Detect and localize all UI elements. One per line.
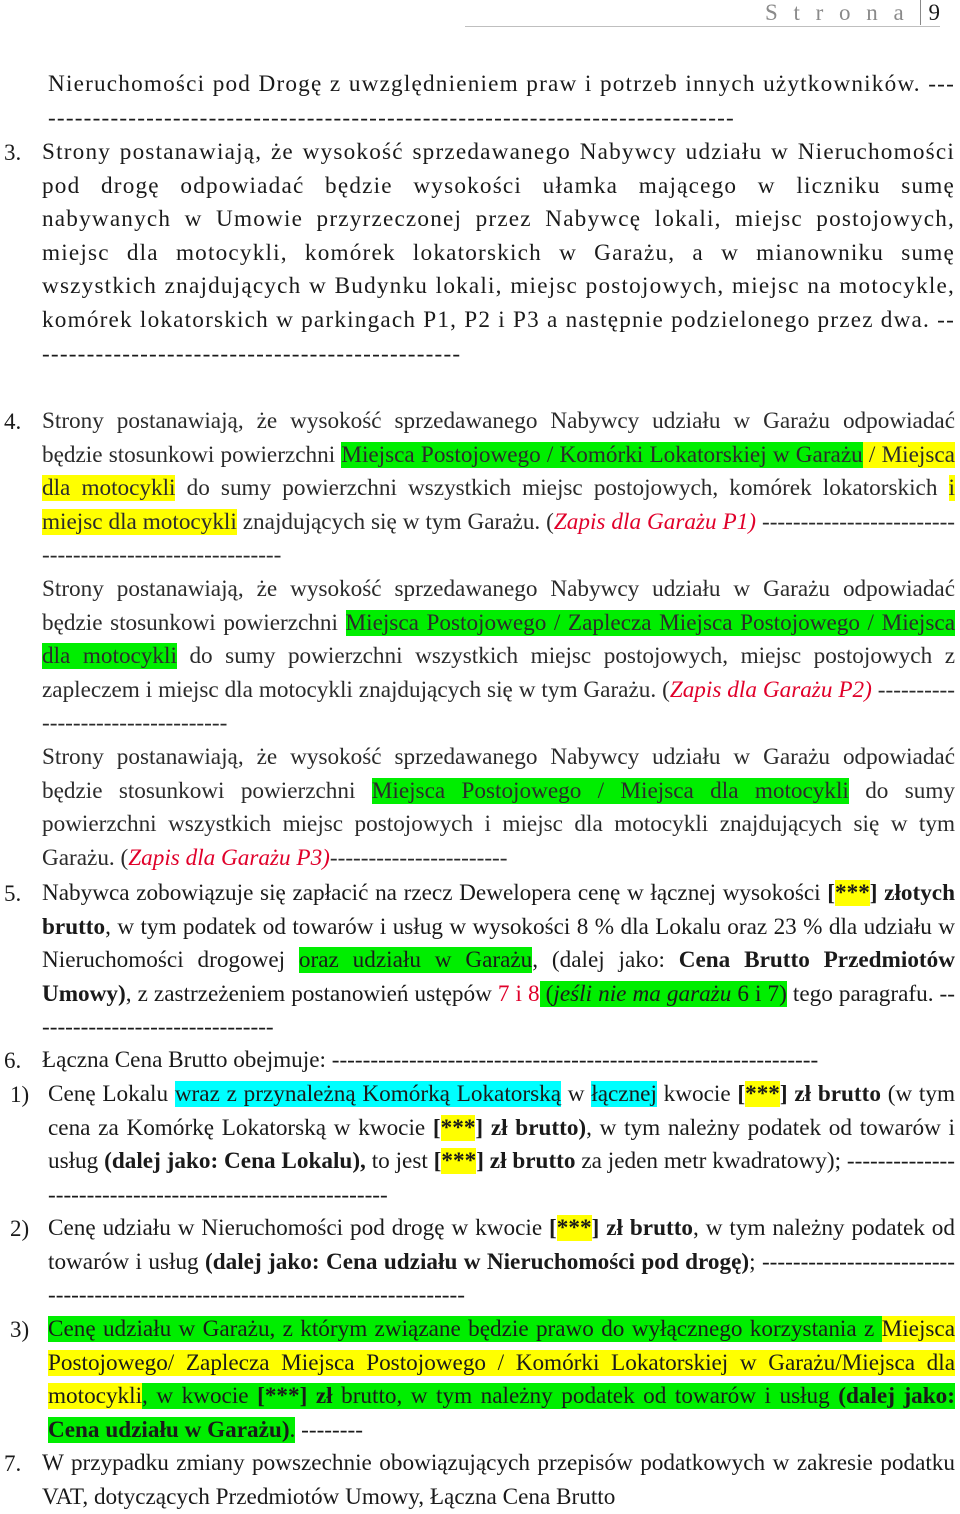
text-run: do sumy powierzchni wszystkich miejsc postojowych, miejsc postojowych z zapleczem i miejsc dla motocykli znajdujących się w tym Garażu. ( (42, 643, 955, 703)
text-run: za jeden metr kwadratowy); ---------------------------------------------------------- (48, 1148, 955, 1208)
item-3 (48, 1313, 955, 1447)
text-run: [ (827, 880, 835, 906)
section-7-text: W przypadku zmiany powszechnie obowiązujących przepisów podatkowych w zakresie podatku VAT, dotyczących Przedmiotów Umowy, Łączna Cena Brutto (42, 1450, 955, 1510)
text-run: Cenę udziału w Nieruchomości pod drogę w kwocie (48, 1215, 550, 1241)
highlight-green: Miejsca Postojowego / Zaplecza Miejsca Postojowego / Miejsca dla motocykli (42, 609, 955, 670)
text-run: -------- (295, 1416, 363, 1443)
defined-term: (dalej jako: Cena udziału w Garażu) (48, 1383, 955, 1443)
text-run: Cenę Lokalu (48, 1081, 175, 1107)
text-run: ] zł brutto (779, 1081, 881, 1107)
text-run: , z zastrzeżeniem postanowień ustępów (125, 980, 498, 1007)
text-run: tego paragrafu. -------------------------------- (42, 980, 955, 1041)
highlight-green: 6 i 7) (731, 980, 787, 1007)
highlight-yellow: / (862, 441, 882, 468)
text-run: ; ------------------------------------------------------------------------------- (48, 1248, 955, 1309)
item-2 (48, 1212, 955, 1313)
note-garage-p1: Zapis dla Garażu P1) (553, 508, 757, 535)
text-run: ----------------------- (329, 844, 508, 871)
page-number: 9 (920, 0, 941, 25)
section-4 (42, 405, 955, 875)
text-run: [ (737, 1081, 746, 1107)
text-run: znajdujących się w tym Garażu. ( (236, 508, 554, 535)
defined-term: (dalej jako: Cena udziału w Nieruchomości pod drogę) (205, 1248, 750, 1275)
highlight-green: Miejsca Postojowego / Miejsca dla motocykli (371, 777, 849, 804)
text-run: ] zł brutto) (475, 1114, 587, 1141)
highlight-green: Cenę udziału w Garażu, z którym związane będzie prawo do wyłącznego korzystania z (48, 1316, 882, 1342)
section-7 (42, 1447, 955, 1514)
section-3 (42, 136, 955, 371)
text-run: -------------------------------------------------------- (42, 508, 956, 569)
section-number-3: 3. (4, 140, 22, 165)
text-run: , (dalej jako: (532, 947, 679, 974)
text-run: ] złotych brutto (42, 880, 955, 940)
section-6-text: Łączna Cena Brutto obejmuje: --------------------------------------------------------------- (42, 1047, 819, 1073)
page-header-label: S t r o n a (764, 0, 909, 25)
highlight-yellow: Miejsca Postojowego/ Zaplecza Miejsca Postojowego / Komórki Lokatorskiej w Garażu/Miejsca dla motocykli (48, 1316, 955, 1410)
text-run: ] zł brutto (591, 1215, 694, 1241)
text-run: (w tym cena za Komórkę Lokatorską w kwocie (48, 1081, 955, 1141)
item-1 (48, 1078, 955, 1212)
text-run: [ (433, 1148, 442, 1175)
text-run: Strony postanawiają, że wysokość sprzedawanego Nabywcy udziału w Garażu odpowiadać będzie stosunkowi powierzchni (42, 743, 955, 804)
text-run: w (561, 1081, 592, 1107)
defined-term: Cena Brutto Przedmiotów Umowy) (42, 947, 955, 1007)
page-header (465, 0, 940, 27)
text-run: Strony postanawiają, że wysokość sprzedawanego Nabywcy udziału w Garażu odpowiadać będzie stosunkowi powierzchni (42, 575, 955, 636)
text-run: to jest (365, 1148, 434, 1175)
highlight-yellow: Miejsca dla motocykli (42, 441, 955, 502)
section-number-4: 4. (4, 409, 22, 434)
text-run: ---------------------------------- (42, 676, 955, 737)
item-number-1: 1) (10, 1082, 30, 1107)
placeholder-stars: *** (441, 1148, 477, 1175)
highlight-green: [***] zł (257, 1383, 333, 1410)
text-run: , w tym należny podatek od towarów i usług (48, 1215, 955, 1275)
text-run: Nabywca zobowiązuje się zapłacić na rzecz Dewelopera cenę w łącznej wysokości (42, 880, 828, 906)
highlight-green: jeśli nie ma garażu (553, 980, 732, 1007)
text-run: 7 i 8 (497, 980, 540, 1007)
text-run: [ (549, 1215, 557, 1241)
text-run: ] zł brutto (476, 1148, 576, 1175)
highlight-green: ( (539, 980, 554, 1007)
item-number-2: 2) (10, 1216, 30, 1241)
placeholder-stars: *** (556, 1215, 592, 1241)
section-number-5: 5. (4, 881, 22, 906)
paragraph-text: Nieruchomości pod Drogę z uwzględnieniem praw i potrzeb innych użytkowników. -------------------------------------------------------------------------------- (48, 71, 955, 131)
placeholder-stars: *** (835, 880, 870, 906)
section-number-6: 6. (4, 1048, 22, 1073)
highlight-green: , w kwocie (142, 1383, 258, 1410)
section-3-text: Strony postanawiają, że wysokość sprzedawanego Nabywcy udziału w Nieruchomości pod drogę odpowiadać będzie wysokości ułamka mającego w liczniku sumę nabywanych w Umowie przyrzeczonej przez Nabywcę lokali, miejsc postojowych, miejsc dla motocykli, komórek lokatorskich w Garażu, a w mianowniku sumę wszystkich znajdujących w Budynku lokali, miejsc postojowych, miejsc na motocykle, komórek lokatorskich w parkingach P1, P2 i P3 a następnie podzielonego przez dwa. ------------------------------------------------- (42, 139, 955, 367)
highlight-green: . (289, 1416, 296, 1443)
highlight-green: Miejsca Postojowego / Komórki Lokatorskiej w Garażu (341, 441, 863, 468)
section-number-7: 7. (4, 1451, 22, 1476)
text-run: do sumy powierzchni wszystkich miejsc postojowych i miejsc dla motocykli znajdujących się w tym Garażu. ( (42, 777, 955, 871)
highlight-cyan: łącznej (591, 1081, 657, 1107)
note-garage-p2: Zapis dla Garażu P2) (669, 676, 872, 703)
text-run: , w tym należny podatek od towarów i usług (48, 1114, 955, 1175)
text-run: [ (432, 1114, 441, 1141)
section-6 (42, 1044, 955, 1078)
text-run: kwocie (656, 1081, 738, 1107)
highlight-green: oraz udziału w Garażu (298, 947, 533, 974)
paragraph-carryover (48, 68, 955, 135)
defined-term: (dalej jako: Cena Lokalu), (104, 1148, 366, 1175)
highlight-yellow: i miejsc dla motocykli (42, 475, 955, 535)
placeholder-stars: *** (440, 1114, 476, 1141)
item-number-3: 3) (10, 1317, 30, 1342)
placeholder-stars: *** (745, 1081, 780, 1107)
text-run: Strony postanawiają, że wysokość sprzedawanego Nabywcy udziału w Garażu odpowiadać będzie stosunkowi powierzchni (42, 408, 955, 468)
note-garage-p3: Zapis dla Garażu P3) (128, 844, 330, 871)
section-5 (42, 877, 955, 1045)
text-run: do sumy powierzchni wszystkich miejsc postojowych, komórek lokatorskich (175, 475, 949, 502)
text-run: , w tym podatek od towarów i usług w wysokości 8 % dla Lokalu oraz 23 % dla udziału w Nieruchomości drogowej (42, 913, 955, 974)
highlight-green: brutto, w tym należny podatek od towarów i usług (332, 1383, 839, 1410)
highlight-cyan: wraz z przynależną Komórką Lokatorską (174, 1081, 562, 1107)
